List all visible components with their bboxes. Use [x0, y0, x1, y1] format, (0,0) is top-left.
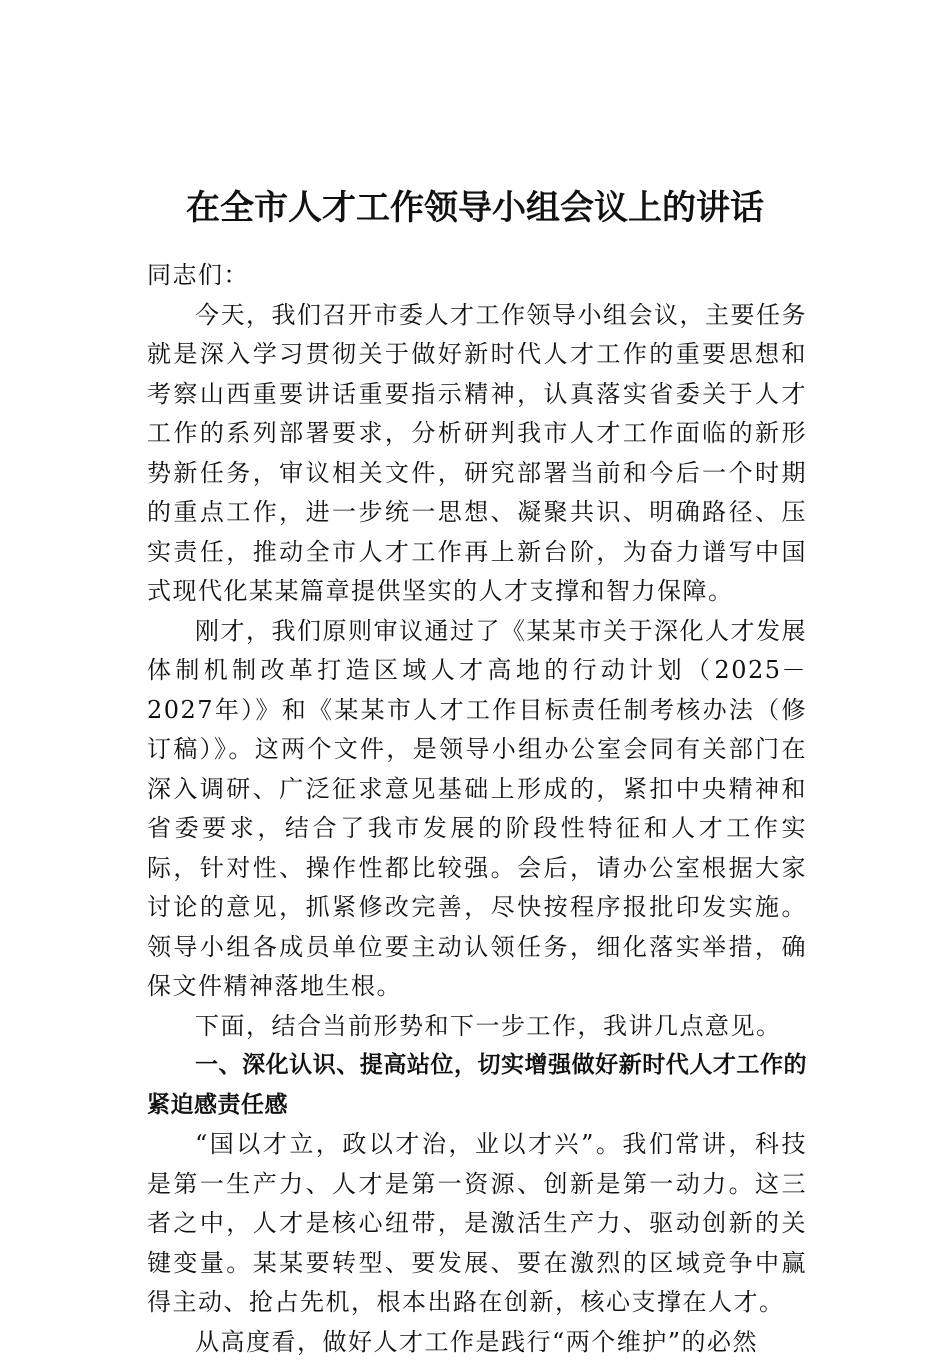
- document-title: 在全市人才工作领导小组会议上的讲话: [0, 183, 950, 233]
- body-paragraph: 今天，我们召开市委人才工作领导小组会议，主要任务就是深入学习贯彻关于做好新时代人才工作的重要思想和考察山西重要讲话重要指示精神，认真落实省委关于人才工作的系列部署要求，分析研判我市人才工作面临的新形势新任务，审议相关文件，研究部署当前和今后一个时期的重点工作，进一步统一思想、凝聚共识、明确路径、压实责任，推动全市人才工作再上新台阶，为奋力谱写中国式现代化某某篇章提供坚实的人才支撑和智力保障。: [147, 296, 807, 612]
- salutation: 同志们：: [147, 256, 807, 296]
- document-body: [147, 256, 807, 1362]
- body-paragraph: 下面，结合当前形势和下一步工作，我讲几点意见。: [147, 1007, 807, 1047]
- body-paragraph: “国以才立，政以才治，业以才兴”。我们常讲，科技是第一生产力、人才是第一资源、创新是第一动力。这三者之中，人才是核心纽带，是激活生产力、驱动创新的关键变量。某某要转型、要发展、要在激烈的区域竞争中赢得主动、抢占先机，根本出路在创新，核心支撑在人才。: [147, 1125, 807, 1323]
- section-heading: 一、深化认识、提高站位，切实增强做好新时代人才工作的紧迫感责任感: [147, 1046, 807, 1125]
- body-paragraph: 从高度看，做好人才工作是践行“两个维护”的必然: [147, 1323, 807, 1362]
- body-paragraph: 刚才，我们原则审议通过了《某某市关于深化人才发展体制机制改革打造区域人才高地的行动计划（2025－2027年）》和《某某市人才工作目标责任制考核办法（修订稿）》。这两个文件，是领导小组办公室会同有关部门在深入调研、广泛征求意见基础上形成的，紧扣中央精神和省委要求，结合了我市发展的阶段性特征和人才工作实际，针对性、操作性都比较强。会后，请办公室根据大家讨论的意见，抓紧修改完善，尽快按程序报批印发实施。领导小组各成员单位要主动认领任务，细化落实举措，确保文件精神落地生根。: [147, 612, 807, 1007]
